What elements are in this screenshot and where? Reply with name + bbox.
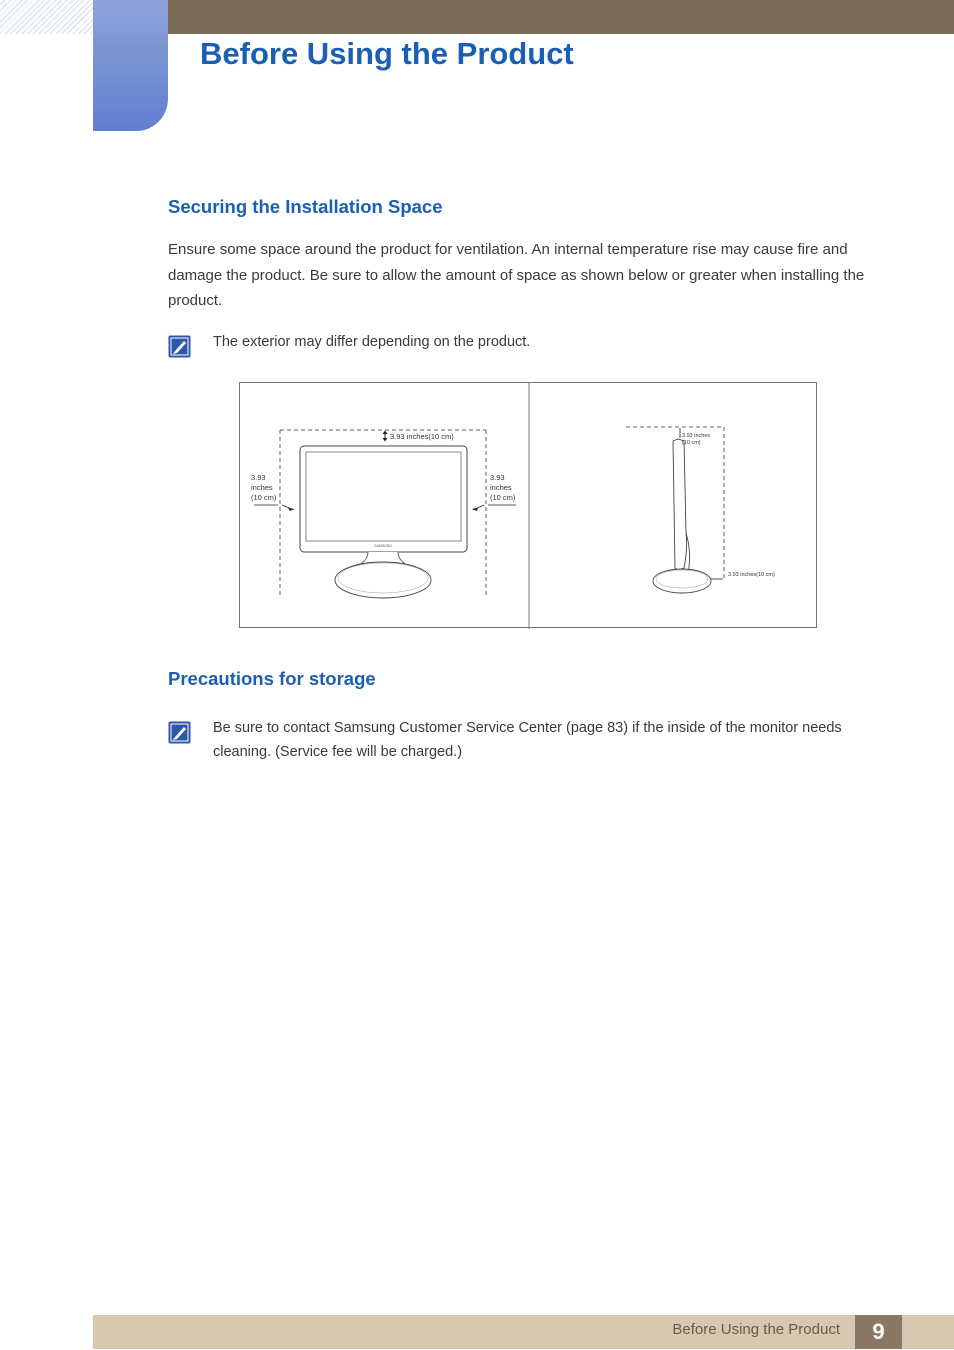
section-title-installation: Securing the Installation Space bbox=[168, 196, 443, 217]
section-title-storage: Precautions for storage bbox=[168, 668, 376, 689]
front-top-label: 3.93 inches(10 cm) bbox=[390, 432, 454, 441]
chapter-tab bbox=[93, 0, 168, 131]
front-right-label-line2: inches bbox=[490, 483, 512, 492]
front-view bbox=[251, 430, 516, 598]
chapter-title: Before Using the Product bbox=[200, 36, 574, 71]
installation-note-text: The exterior may differ depending on the product. bbox=[213, 334, 531, 350]
note-pencil-icon bbox=[168, 721, 191, 744]
storage-note-text: Be sure to contact Samsung Customer Service Center (page 83) if the inside of the monitor needs cleaning. (Service fee will be charged.) bbox=[213, 720, 842, 760]
side-bottom-label: 3.93 inches(10 cm) bbox=[728, 572, 775, 578]
monitor-side-panel bbox=[673, 439, 687, 570]
installation-space-figure bbox=[239, 382, 817, 628]
side-top-label-line1: 3.93 inches bbox=[682, 433, 711, 439]
front-right-label-line3: (10 cm) bbox=[490, 493, 516, 502]
monitor-front-screen bbox=[306, 452, 461, 541]
monitor-side-stand-base bbox=[653, 569, 711, 593]
monitor-brand-logo: SAMSUNG bbox=[374, 544, 392, 548]
monitor-front-stand-base bbox=[335, 562, 431, 598]
footer-section-label: Before Using the Product bbox=[672, 1321, 840, 1338]
installation-body-text: Ensure some space around the product for ventilation. An internal temperature rise may cause fire and damage the product. Be sure to allow the amount of space as shown below or greater when installing the product. bbox=[168, 241, 865, 309]
side-top-label-line2: (10 cm) bbox=[682, 440, 701, 446]
header-hatch-pattern bbox=[0, 0, 93, 34]
side-view bbox=[626, 427, 775, 593]
front-left-label-line3: (10 cm) bbox=[251, 493, 277, 502]
header-top-bar bbox=[168, 0, 954, 34]
front-right-label-line1: 3.93 bbox=[490, 473, 505, 482]
page-number: 9 bbox=[855, 1315, 902, 1349]
front-left-label-line2: inches bbox=[251, 483, 273, 492]
note-pencil-icon bbox=[168, 335, 191, 358]
installation-space-diagram bbox=[240, 383, 818, 629]
front-left-label-line1: 3.93 bbox=[251, 473, 266, 482]
